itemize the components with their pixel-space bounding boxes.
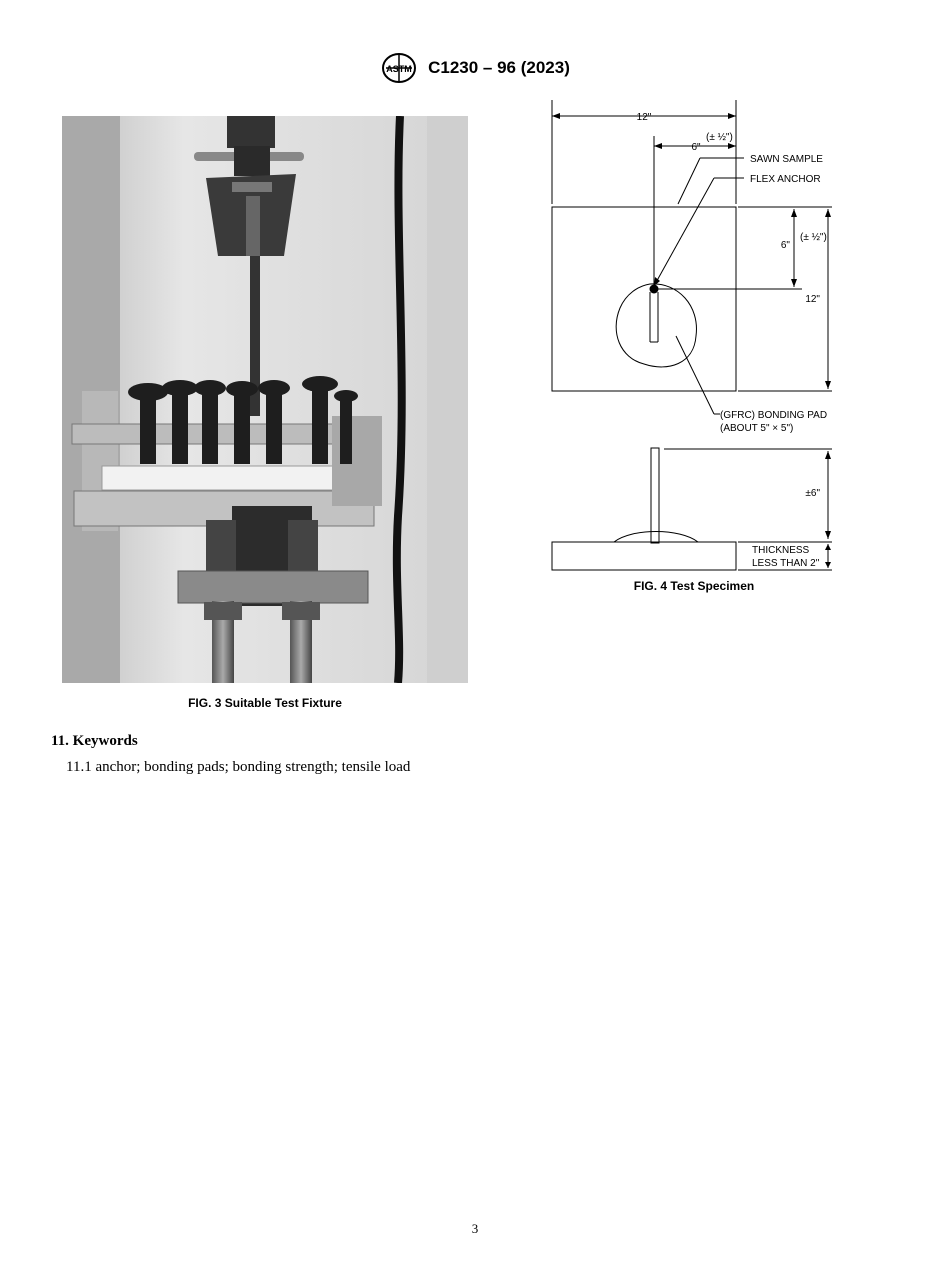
dim-height-tolerance: (± ½") <box>800 232 827 243</box>
thickness-label: THICKNESS <box>752 545 810 556</box>
bonding-pad-label: (GFRC) BONDING PAD <box>720 410 828 421</box>
astm-logo-icon <box>380 52 418 84</box>
dim-width-label: 12" <box>636 112 652 123</box>
section-heading: 11. Keywords <box>51 733 138 749</box>
dim-offset-label: 6" <box>691 142 701 153</box>
test-fixture-photo <box>62 116 468 683</box>
dim-offset-tolerance: (± ½") <box>706 132 733 143</box>
thickness-limit-label: LESS THAN 2" <box>752 558 820 569</box>
document-designation: C1230 – 96 (2023) <box>428 58 570 77</box>
dim-height-label: 12" <box>805 294 820 305</box>
svg-text:ASTM: ASTM <box>386 64 412 74</box>
figure-4-caption: FIG. 4 Test Specimen <box>633 579 755 593</box>
sawn-sample-label: SAWN SAMPLE <box>750 154 823 165</box>
flex-anchor-label: FLEX ANCHOR <box>750 174 821 185</box>
figure-3-caption: FIG. 3 Suitable Test Fixture <box>188 696 342 710</box>
bonding-pad-size-label: (ABOUT 5" × 5") <box>720 423 794 434</box>
page-number: 3 <box>471 1221 479 1236</box>
test-specimen-drawing <box>548 96 848 576</box>
section-paragraph: 11.1 anchor; bonding pads; bonding strength; tensile load <box>66 759 411 775</box>
page-header <box>0 52 950 84</box>
dim-height-offset-label: 6" <box>780 240 790 251</box>
dim-anchor-height-label: ±6" <box>805 488 820 499</box>
